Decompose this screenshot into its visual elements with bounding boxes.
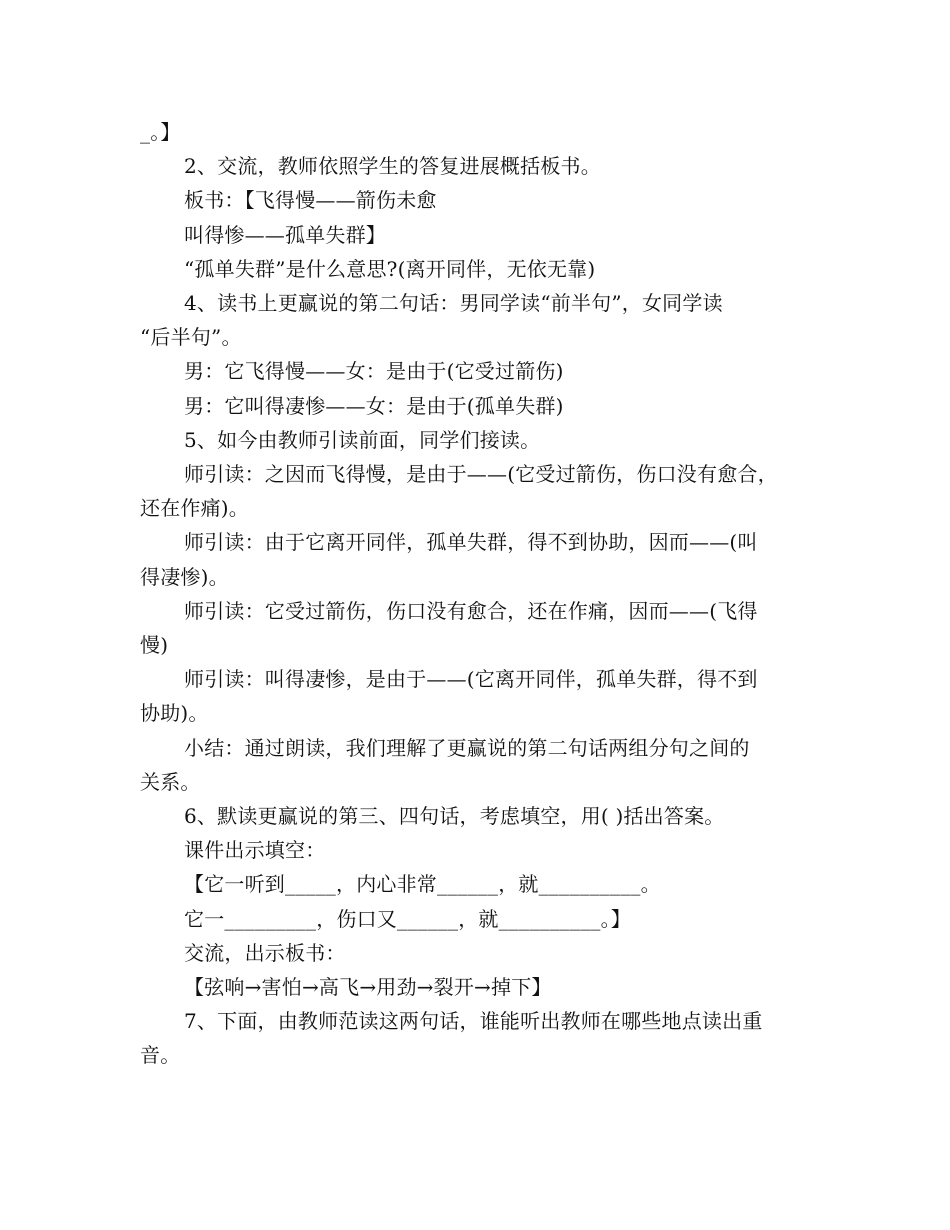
- paragraph-line: 2、交流，教师依照学生的答复进展概括板书。: [184, 154, 601, 179]
- paragraph-line: 【它一听到_____，内心非常______，就__________。: [184, 872, 661, 897]
- paragraph-line: 叫得惨——孤单失群】: [184, 222, 386, 247]
- paragraph-line: _。】: [140, 120, 181, 144]
- paragraph-line: 得凄惨)。: [140, 564, 229, 589]
- paragraph-line: 还在作痛)。: [140, 496, 250, 521]
- paragraph-line: 5、如今由教师引读前面，同学们接读。: [184, 427, 541, 452]
- paragraph-line: “后半句”。: [140, 325, 242, 350]
- paragraph-line: 它一_________，伤口又______，就__________。】: [184, 906, 631, 931]
- paragraph-line: 板书：【飞得慢——箭伤未愈: [184, 188, 437, 213]
- paragraph-line: 关系。: [140, 769, 201, 794]
- paragraph-line: 师引读：由于它离开同伴，孤单失群，得不到协助，因而——(叫: [184, 530, 758, 555]
- paragraph-line: 【弦响→害怕→高飞→用劲→裂开→掉下】: [184, 975, 552, 1000]
- paragraph-line: 男：它叫得凄惨——女：是由于(孤单失群): [184, 393, 564, 418]
- paragraph-line: 慢): [140, 633, 169, 658]
- paragraph-line: 小结：通过朗读，我们理解了更赢说的第二句话两组分句之间的: [184, 735, 750, 760]
- paragraph-line: 课件出示填空：: [184, 838, 326, 863]
- paragraph-line: 音。: [140, 1043, 181, 1068]
- paragraph-line: “孤单失群”是什么意思?(离开同伴，无依无靠): [184, 256, 596, 281]
- paragraph-line: 6、默读更赢说的第三、四句话，考虑填空，用( )括出答案。: [184, 804, 725, 829]
- paragraph-line: 4、读书上更赢说的第二句话：男同学读“前半句”，女同学读: [184, 291, 723, 316]
- paragraph-line: 师引读：叫得凄惨，是由于——(它离开同伴，孤单失群，得不到: [184, 667, 758, 692]
- paragraph-line: 协助)。: [140, 701, 209, 726]
- paragraph-line: 交流，出示板书：: [184, 940, 346, 965]
- paragraph-line: 师引读：之因而飞得慢，是由于——(它受过箭伤，伤口没有愈合，: [184, 462, 778, 487]
- document-body: [140, 115, 815, 1073]
- paragraph-line: 7、下面，由教师范读这两句话，谁能听出教师在哪些地点读出重: [184, 1009, 763, 1034]
- paragraph-line: 师引读：它受过箭伤，伤口没有愈合，还在作痛，因而——(飞得: [184, 598, 758, 623]
- paragraph-line: 男：它飞得慢——女：是由于(它受过箭伤): [184, 359, 564, 384]
